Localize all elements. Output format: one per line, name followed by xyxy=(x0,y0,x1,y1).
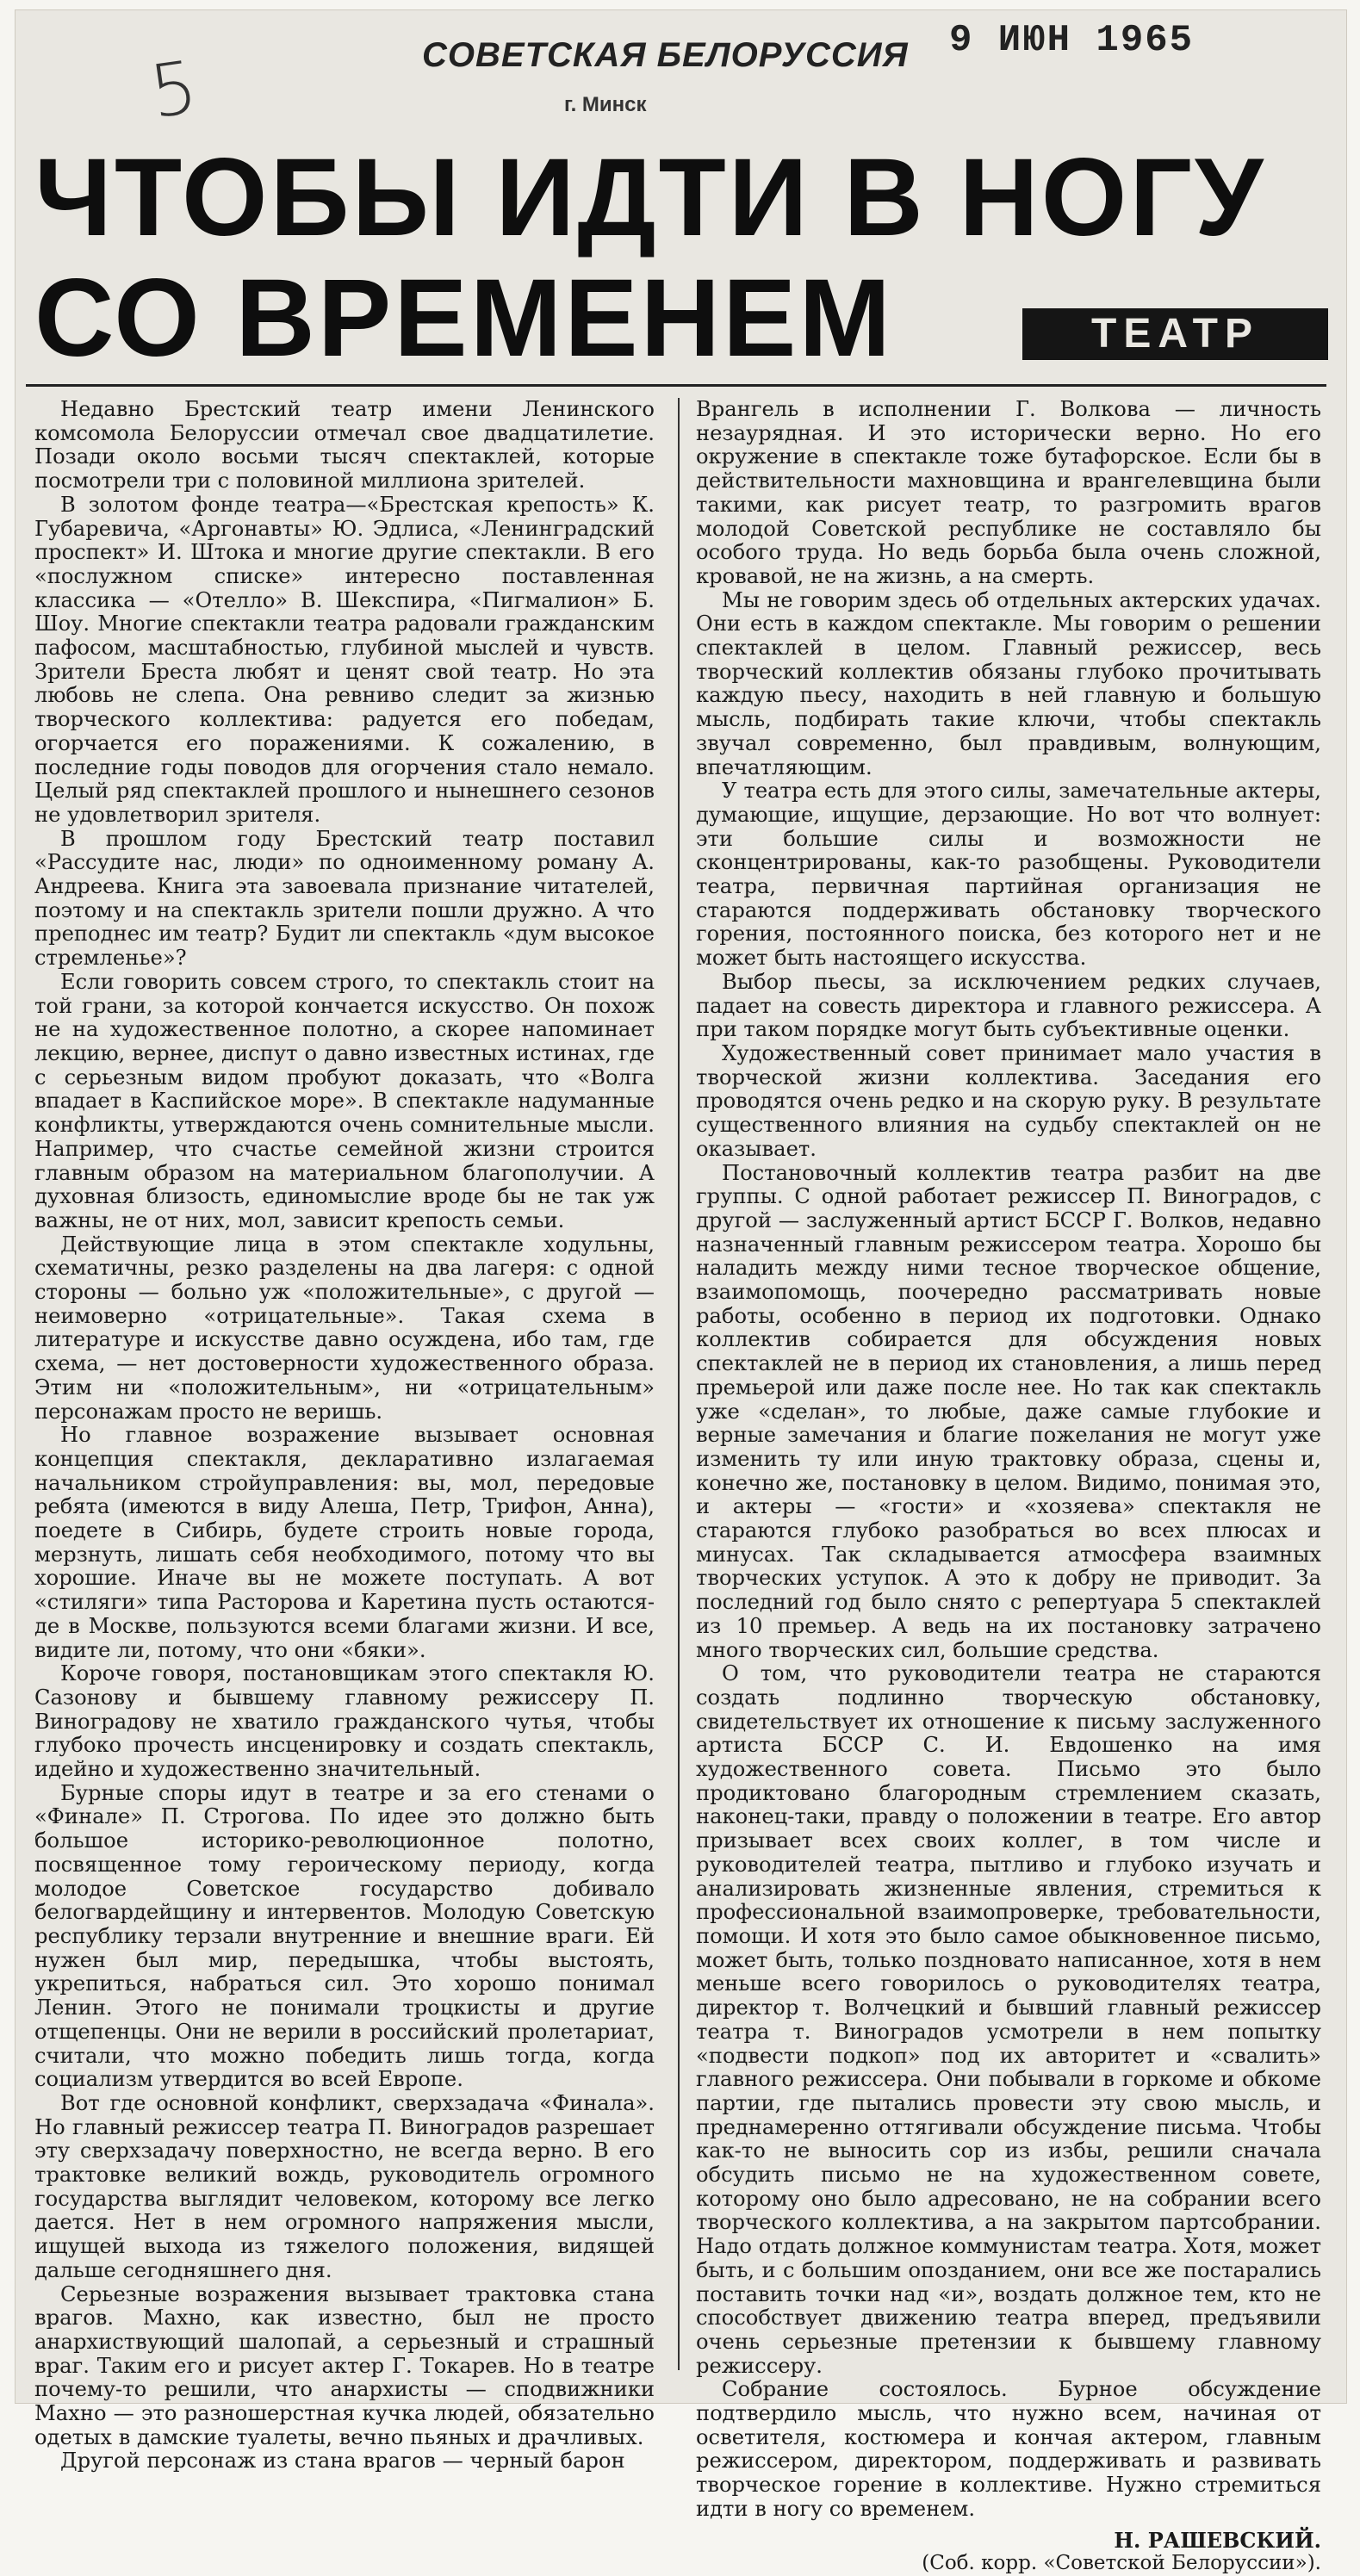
source-stamp: СОВЕТСКАЯ БЕЛОРУССИЯ xyxy=(422,36,909,74)
paragraph: Но главное возражение вызывает основная концепция спектакля, декларативно излагаемая начальником стройуправления: вы, мол, передовые ребята (имеются в виду Алеша, Петр, Трифон, Анна), поедете в Сибирь, будете строить новые города, мерзнуть, лишать себя необходимого, потому что вы хорошие. Иначе вы не можете поступать. А вот «стиляги» типа Расторова и Каретина пусть остаются-де в Москве, пользуются всеми благами жизни. И все, видите ли, потому, что они «бяки». xyxy=(34,1423,655,1662)
headline-rule xyxy=(26,384,1326,387)
source-city: г. Минск xyxy=(564,93,647,116)
paragraph: В прошлом году Брестский театр поставил «Рассудите нас, люди» по одноименному роману А. Андреева. Книга эта завоевала признание читателей, поэтому и на спектакль зрители пошли дружно. А что преподнес им театр? Будит ли спектакль «дум высокое стремленье»? xyxy=(34,826,655,971)
paragraph: Если говорить совсем строго, то спектакль стоит на той грани, за которой кончается искусство. Он похож не на художественное полотно, а скорее напоминает лекцию, вернее, диспут о давно известных истинах, где с серьезным видом пробуют доказать, что «Волга впадает в Каспийское море». В спектакле надуманные конфликты, утверждаются очень сомнительные мысли. Например, что счастье семейной жизни строится главным образом на материальном благополучии. А духовная близость, единомыслие вроде бы не так уж важны, не от них, мол, зависит крепость семьи. xyxy=(34,969,655,1232)
paragraph: Действующие лица в этом спектакле ходульны, схематичны, резко разделены на два лагеря: с одной стороны — больно уж «положительные», с другой — неимоверно «отрицательные». Такая схема в литературе и искусстве давно осуждена, ибо там, где схема, — нет достоверности художественного образа. Этим ни «положительным», ни «отрицательным» персонажам просто не веришь. xyxy=(34,1232,655,1424)
headline-line-2: СО ВРЕМЕНЕМ xyxy=(34,257,893,380)
paragraph: В золотом фонде театра—«Брестская крепость» К. Губаревича, «Аргонавты» Ю. Эдлиса, «Ленинградский проспект» И. Штока и многие другие спектакли. В его «послужном списке» интересно поставленная классика — «Отелло» В. Шекспира, «Пигмалион» Б. Шоу. Многие спектакли театра радовали гражданским пафосом, масштабностью, глубиной мыслей и чувств. Зрители Бреста любят и ценят свой театр. Но эта любовь не слепа. Она ревниво следит за жизнью творческого коллектива: радуется его победам, огорчается его поражениями. К сожалению, в последние годы поводов для огорчения стало немало. Целый ряд спектаклей прошлого и нынешнего сезонов не удовлетворил зрителя. xyxy=(34,492,655,827)
paragraph: Вот где основной конфликт, сверхзадача «Финала». Но главный режиссер театра П. Виноградов разрешает эту сверхзадачу поверхностно, не всегда верно. В его трактовке великий вождь, руководитель огромного государства выглядит человеком, которому все легко дается. Нет в нем огромного напряжения мысли, ищущей выхода из тяжелого положения, видящей дальше сегодняшнего дня. xyxy=(34,2090,655,2282)
handwritten-mark: 5 xyxy=(145,44,203,135)
rubric-badge: ТЕАТР xyxy=(1022,308,1328,360)
paragraph: Врангель в исполнении Г. Волкова — личность незаурядная. И это исторически верно. Но его окружение в спектакле тоже бутафорское. Если бы в действительности махновщина и врангелевщина были такими, как рисует театр, то разгромить врагов молодой Советской республике не составляло бы особого труда. Но ведь борьба была очень сложной, кровавой, не на жизнь, а на смерть. xyxy=(696,397,1321,588)
paragraph: Бурные споры идут в театре и за его стенами о «Финале» П. Строгова. По идее это должно быть большое историко-революционное полотно, посвященное тому героическому периоду, когда молодое Советское государство добивало белогвардейщину и интервентов. Молодую Советскую республику терзали внутренние и внешние враги. Ей нужен был мир, передышка, чтобы выстоять, укрепиться, набраться сил. Это хорошо понимал Ленин. Этого не понимали троцкисты и другие отщепенцы. Они не верили в российский пролетариат, считали, что можно победить лишь тогда, когда социализм утвердится во всей Европе. xyxy=(34,1780,655,2092)
author-signature: Н. РАШЕВСКИЙ. xyxy=(1114,2527,1321,2553)
paragraph: Собрание состоялось. Бурное обсуждение подтвердило мысль, что нужно всем, начиная от осветителя, костюмера и кончая актером, главным режиссером, директором, поддерживать и развивать творческое горение в коллективе. Нужно стремиться идти в ногу со временем. xyxy=(696,2377,1321,2521)
article-column-left xyxy=(34,398,655,2474)
headline-line-1: ЧТОБЫ ИДТИ В НОГУ xyxy=(34,136,1266,259)
date-stamp: 9 ИЮН 1965 xyxy=(949,19,1195,62)
paragraph: Выбор пьесы, за исключением редких случаев, падает на совесть директора и главного режиссера. А при таком порядке могут быть субъективные оценки. xyxy=(696,969,1321,1042)
paragraph: О том, что руководители театра не стараются создать подлинно творческую обстановку, свидетельствует их отношение к письму заслуженного артиста БССР С. И. Евдошенко на имя художественного совета. Письмо это было продиктовано благородным стремлением сказать, наконец-таки, правду о положении в театре. Его автор призывает всех своих коллег, в том числе и руководителей театра, пытливо и глубоко изучать и анализировать жизненные явления, стремиться к профессиональной взаимопроверке, требовательности, помощи. И хотя это было самое обыкновенное письмо, может быть, только поздновато написанное, хотя в нем меньше всего говорилось о руководителях театра, директор т. Волчецкий и бывший главный режиссер театра т. Виноградов усмотрели в нем попытку «подвести подкоп» под их авторитет и «свалить» главного режиссера. Они побывали в горкоме и обкоме партии, где пытались провести эту свою мысль, и преднамеренно оттягивали обсуждение письма. Чтобы как-то не выносить сор из избы, решили сначала обсудить письмо не на художественном совете, которому оно было адресовано, не на собрании всего творческого коллектива, а на закрытом партсобрании. Надо отдать должное коммунистам театра. Хотя, может быть, и с большим опозданием, они все же постарались поставить точки над «и», воздать должное тем, кто не способствует движению театра вперед, предъявили очень серьезные претензии к бывшему главному режиссеру. xyxy=(696,1661,1321,2378)
article-column-right xyxy=(696,398,1321,2576)
paragraph: Короче говоря, постановщикам этого спектакля Ю. Сазонову и бывшему главному режиссеру П. Виноградову не хватило гражданского чутья, чтобы глубоко прочесть инсценировку и создать спектакль, идейно и художественно значительный. xyxy=(34,1661,655,1782)
author-note: (Соб. корр. «Советской Белоруссии»). xyxy=(922,2552,1321,2575)
paragraph: Серьезные возражения вызывает трактовка стана врагов. Махно, как известно, был не просто анархиствующий шалопай, а серьезный и страшный враг. Таким его и рисует актер Г. Токарев. Но в театре почему-то решили, что анархисты — сподвижники Махно — это разношерстная кучка людей, обязательно одетых в дамские туалеты, вечно пьяных и драчливых. xyxy=(34,2281,655,2449)
paragraph: Художественный совет принимает мало участия в творческой жизни коллектива. Заседания его проводятся очень редко и на скорую руку. В результате существенного влияния на судьбу спектаклей он не оказывает. xyxy=(696,1040,1321,1161)
paragraph: Другой персонаж из стана врагов — черный барон xyxy=(60,2449,625,2474)
paragraph: Мы не говорим здесь об отдельных актерских удачах. Они есть в каждом спектакле. Мы говорим о решении спектаклей в целом. Главный режиссер, весь творческий коллектив обязаны глубоко прочитывать каждую пьесу, находить в ней главную и большую мысль, подбирать такие ключи, чтобы спектакль звучал современно, был правдивым, волнующим, впечатляющим. xyxy=(696,587,1321,779)
paragraph: Недавно Брестский театр имени Ленинского комсомола Белоруссии отмечал свое двадцатилетие. Позади около восьми тысяч спектаклей, которые посмотрели три с половиной миллиона зрителей. xyxy=(34,397,655,493)
paragraph: У театра есть для этого силы, замечательные актеры, думающие, ищущие, дерзающие. Но вот что волнует: эти большие силы и возможности не сконцентрированы, как-то разобщены. Руководители театра, первичная партийная организация не стараются поддерживать обстановку творческого горения, постоянного поиска, без которого нет и не может быть настоящего искусства. xyxy=(696,779,1321,971)
paragraph: Постановочный коллектив театра разбит на две группы. С одной работает режиссер П. Виноградов, с другой — заслуженный артист БССР Г. Волков, недавно назначенный главным режиссером театра. Хорошо бы наладить между ними тесное творческое общение, взаимопомощь, поочередно рассматривать новые работы, особенно в период их подготовки. Однако коллектив собирается для обсуждения новых спектаклей не в период их становления, а лишь перед премьерой или даже после нее. Но так как спектакль уже «сделан», то любые, даже самые глубокие и верные замечания и благие пожелания не могут уже изменить ту или иную трактовку образа, сцены и, конечно же, постановку в целом. Видимо, понимая это, и актеры — «гости» и «хозяева» спектакля не стараются глубоко разобраться во всех плюсах и минусах. Так складывается атмосфера взаимных творческих уступок. А это к добру не приводит. За последний год было снято с репертуара 5 спектаклей из 10 премьер. А ведь на их постановку затрачено много творческих сил, большие средства. xyxy=(696,1160,1321,1662)
column-divider xyxy=(678,398,680,2370)
